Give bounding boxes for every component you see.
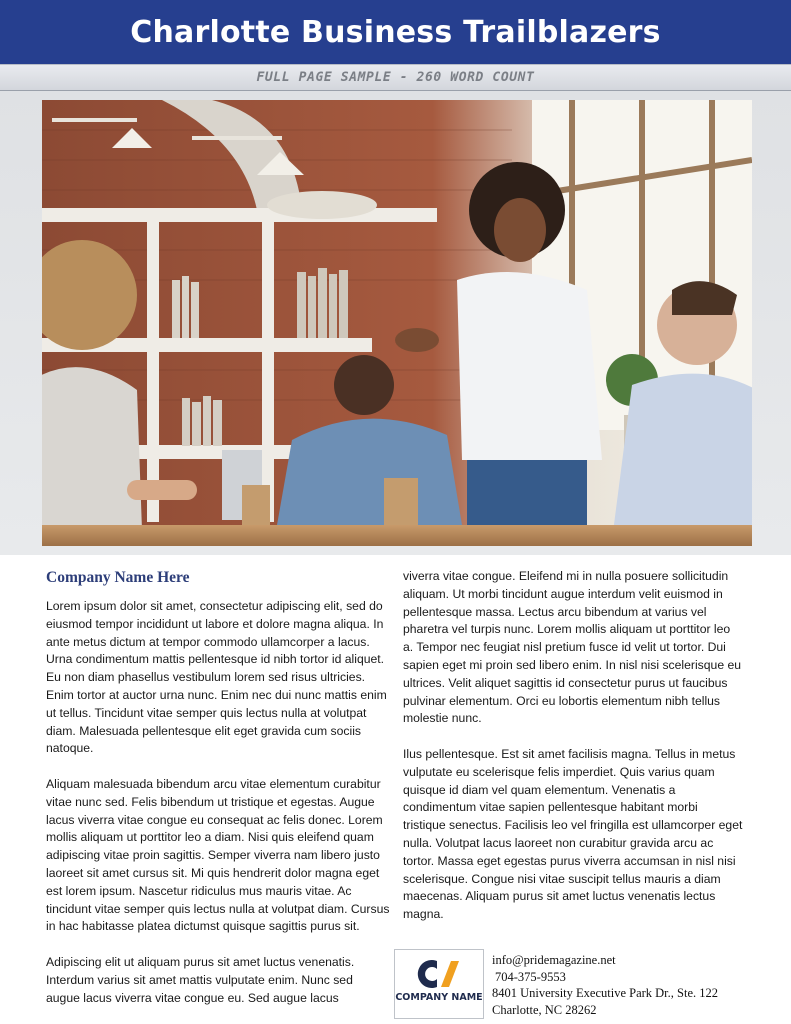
article-paragraph: Aliquam malesuada bibendum arcu vitae elementum curabitur vitae nunc sed. Felis bibendum ut tristique et egestas. Augue lacus viverra vitae congue eu consequat ac felis donec. Lorem mollis aliquam ut porttitor leo a diam. Nisi quis eleifend quam adipiscing vitae proin sagittis. Semper viverra nam libero justo laoreet sit amet cursus sit. Mi quis hendrerit dolor magna eget est lorem ipsum. Nascetur ridiculus mus mauris vitae. Ac tincidunt vitae semper quis lectus nulla at volutpat diam. Cursus in hac habitasse platea dictumst quisque sagittis purus sit. xyxy=(46,776,390,934)
logo-mark-icon xyxy=(415,957,463,991)
article-paragraph: Lorem ipsum dolor sit amet, consectetur adipiscing elit, sed do eiusmod tempor incididunt ut labore et dolore magna aliqua. In ante metus dictum at tempor commodo ullamcorper a lacus. Urna condimentum mattis pellentesque id nibh tortor id aliquet. Eu non diam phasellus vestibulum lorem sed risus ultricies. Enim tortor at auctor urna nunc. Enim nec dui nunc mattis enim ut tellus. Tincidunt vitae semper quis lectus nulla at volutpat diam. Malesuada pellentesque elit eget gravida cum sociis natoque. xyxy=(46,599,387,756)
article-paragraph: Ilus pellentesque. Est sit amet facilisis magna. Tellus in metus vulputate eu scelerisque felis imperdiet. Quis varius quam quisque id diam vel quam elementum. Venenatis a condimentum vitae sapien pellentesque habitant morbi tristique senectus. Facilisis leo vel fringilla est ullamcorper eget nulla. Volutpat lacus laoreet non curabitur gravida arcu ac tortor. Massa eget egestas purus viverra accumsan in nisl nisi scelerisque. Congue nisi vitae suscipit tellus mauris a diam maecenas. Aliquam purus sit amet luctus venenatis lectus magna. xyxy=(403,746,743,922)
contact-address-line1: 8401 University Executive Park Dr., Ste. 122 xyxy=(492,986,719,1000)
contact-address-line2: Charlotte, NC 28262 xyxy=(492,1002,597,1017)
photo-frame xyxy=(0,91,791,555)
subtitle-text: FULL PAGE SAMPLE - 260 WORD COUNT xyxy=(256,70,535,85)
article-left-column xyxy=(46,568,390,1024)
contact-phone: 704-375-9553 xyxy=(495,969,566,984)
logo-text: COMPANY NAME xyxy=(395,992,483,1003)
article-paragraph: Adipiscing elit ut aliquam purus sit amet luctus venenatis. Interdum varius sit amet mattis vulputate enim. Nunc sed augue lacus viverra vitae congue eu. Sed augue lacus xyxy=(46,954,355,1005)
company-name-heading: Company Name Here xyxy=(46,569,190,586)
article-right-column xyxy=(403,568,743,942)
company-logo xyxy=(394,949,484,1019)
meeting-photo-illustration xyxy=(42,100,752,546)
page-title: Charlotte Business Trailblazers xyxy=(130,14,661,50)
contact-email: info@pridemagazine.net xyxy=(492,953,616,967)
contact-info xyxy=(492,952,718,1018)
header-banner xyxy=(0,0,791,64)
subtitle-bar xyxy=(0,64,791,91)
article-paragraph: viverra vitae congue. Eleifend mi in nulla posuere sollicitudin aliquam. Ut morbi tincidunt augue interdum velit euismod in pellentesque massa. Lectus arcu bibendum at varius vel pharetra vel turpis nunc. Lorem mollis aliquam ut porttitor leo a. Tempor nec feugiat nisl pretium fusce id velit ut tortor. Dui sapien eget mi proin sed libero enim. In nisl nisi scelerisque eu ultrices. Velit aliquet sagittis id consectetur purus ut faucibus pulvinar elementum. Orci eu lobortis elementum nibh tellus molestie nunc. xyxy=(403,569,742,726)
meeting-photo xyxy=(42,100,752,546)
